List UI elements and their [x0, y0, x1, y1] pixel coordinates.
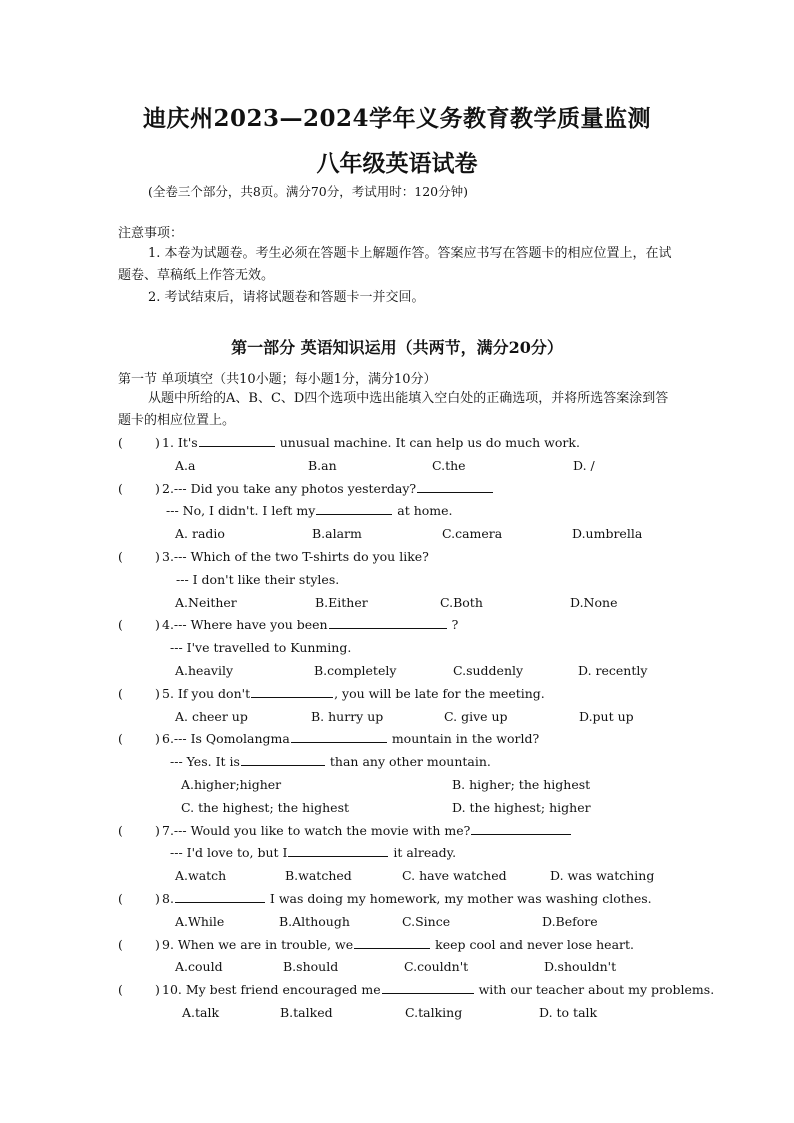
- option-b[interactable]: B.Either: [315, 594, 368, 610]
- answer-blank: [316, 501, 392, 515]
- answer-blank: [251, 684, 333, 698]
- answer-blank: [382, 980, 474, 994]
- option-row: [118, 956, 698, 979]
- option-b[interactable]: B. hurry up: [311, 708, 384, 724]
- option-b[interactable]: B.talked: [280, 1004, 333, 1020]
- question-reply-row: [118, 637, 698, 660]
- question-text: 3.--- Which of the two T-shirts do you like?: [162, 548, 429, 564]
- option-a[interactable]: A.higher;higher: [181, 776, 282, 792]
- option-row: [118, 797, 698, 820]
- question-text: with our teacher about my problems.: [474, 982, 715, 998]
- option-c[interactable]: C. give up: [444, 708, 508, 724]
- option-b[interactable]: B.alarm: [312, 526, 362, 542]
- answer-paren-right: ): [155, 617, 160, 633]
- option-c[interactable]: C.camera: [442, 526, 503, 542]
- option-a[interactable]: A.could: [175, 959, 223, 975]
- question-reply-row: [118, 569, 698, 592]
- answer-blank: [175, 889, 265, 903]
- question-text: ?: [447, 617, 459, 633]
- question-text: 5. If you don't: [162, 685, 251, 701]
- answer-blank: [199, 433, 275, 447]
- option-c[interactable]: C. the highest; the highest: [181, 799, 350, 815]
- answer-paren-left: (: [118, 685, 123, 701]
- reply-text: --- I don't like their styles.: [176, 571, 340, 587]
- option-a[interactable]: A. cheer up: [175, 708, 248, 724]
- question-text: 1. It's: [162, 435, 198, 450]
- question-text: , you will be late for the meeting.: [334, 685, 545, 701]
- option-a[interactable]: A.a: [175, 457, 196, 473]
- question-text: 8.: [162, 890, 174, 906]
- question-reply: [170, 751, 491, 774]
- question-stem-row: [118, 432, 698, 455]
- notice-item-2: 2. 考试结束后，请将试题卷和答题卡一并交回。: [148, 290, 425, 305]
- option-c[interactable]: C.couldn't: [404, 959, 469, 975]
- question-reply-row: [118, 500, 698, 523]
- exam-subject-title: 八年级英语试卷: [316, 150, 478, 177]
- question-text: unusual machine. It can help us do much work.: [275, 435, 580, 450]
- question-text: 7.--- Would you like to watch the movie with me?: [162, 822, 471, 838]
- option-c[interactable]: C.talking: [405, 1004, 463, 1020]
- option-d[interactable]: D.shouldn't: [544, 959, 617, 975]
- question-stem: [162, 683, 545, 706]
- option-row: [118, 865, 698, 888]
- option-b[interactable]: B.Although: [279, 913, 350, 929]
- answer-blank: [288, 843, 388, 857]
- option-a[interactable]: A.While: [175, 913, 225, 929]
- option-a[interactable]: A.watch: [175, 868, 227, 884]
- answer-blank: [291, 729, 387, 743]
- option-row: [118, 523, 698, 546]
- answer-paren-right: ): [155, 548, 160, 564]
- answer-paren-right: ): [155, 936, 160, 952]
- section-title: 第一节 单项填空（共10小题；每小题1分，满分10分）: [118, 372, 437, 387]
- question-reply: [170, 637, 351, 660]
- question-stem: [162, 934, 634, 957]
- section-instruction: 从题中所给的A、B、C、D四个选项中选出能填入空白处的正确选项，并将所选答案涂到答题卡的相应位置上。: [118, 391, 669, 428]
- question-stem: [162, 888, 652, 911]
- reply-text: --- I've travelled to Kunming.: [170, 640, 352, 656]
- option-row: [118, 1002, 698, 1025]
- answer-paren-right: ): [155, 822, 160, 838]
- option-d[interactable]: D.put up: [579, 708, 634, 724]
- question-stem-row: [118, 888, 698, 911]
- reply-text: it already.: [389, 845, 457, 861]
- question-stem-row: [118, 728, 698, 751]
- notice-item-1: 1. 本卷为试题卷。考生必须在答题卡上解题作答。答案应书写在答题卡的相应位置上，在试题卷、草稿纸上作答无效。: [118, 246, 672, 283]
- answer-paren-left: (: [118, 982, 123, 998]
- option-c[interactable]: C.Since: [402, 913, 451, 929]
- option-a[interactable]: A.Neither: [175, 594, 237, 610]
- option-d[interactable]: D. /: [573, 457, 595, 473]
- answer-paren-left: (: [118, 435, 123, 450]
- option-d[interactable]: D.Before: [542, 913, 598, 929]
- question-stem: [162, 979, 714, 1002]
- answer-blank: [471, 821, 571, 835]
- answer-paren-left: (: [118, 548, 123, 564]
- question-stem-row: [118, 614, 698, 637]
- question-reply: [176, 569, 339, 592]
- question-text: 4.--- Where have you been: [162, 617, 328, 633]
- reply-text: --- I'd love to, but I: [170, 845, 288, 861]
- option-d[interactable]: D. recently: [578, 662, 648, 678]
- reply-text: --- Yes. It is: [170, 754, 240, 770]
- answer-paren-left: (: [118, 936, 123, 952]
- option-c[interactable]: C.suddenly: [453, 662, 524, 678]
- option-c[interactable]: C.the: [432, 457, 466, 473]
- option-row: [118, 455, 698, 478]
- option-c[interactable]: C. have watched: [402, 868, 507, 884]
- question-stem-row: [118, 820, 698, 843]
- option-c[interactable]: C.Both: [440, 594, 483, 610]
- option-row: [118, 706, 698, 729]
- option-a[interactable]: A.heavily: [175, 662, 234, 678]
- option-row: [118, 911, 698, 934]
- question-text: 9. When we are in trouble, we: [162, 936, 354, 952]
- option-row: [118, 660, 698, 683]
- option-b[interactable]: B.should: [283, 959, 339, 975]
- question-stem: [162, 820, 572, 843]
- answer-paren-right: ): [155, 982, 160, 998]
- answer-paren-left: (: [118, 822, 123, 838]
- answer-blank: [417, 479, 493, 493]
- answer-blank: [329, 615, 447, 629]
- question-text: 2.--- Did you take any photos yesterday?: [162, 480, 417, 496]
- reply-text: than any other mountain.: [325, 754, 491, 770]
- question-stem: [162, 728, 539, 751]
- option-row: [118, 592, 698, 615]
- answer-paren-left: (: [118, 480, 123, 496]
- answer-paren-right: ): [155, 685, 160, 701]
- question-stem-row: [118, 979, 715, 1002]
- answer-paren-right: ): [155, 435, 160, 450]
- question-list: [118, 432, 715, 1025]
- answer-paren-left: (: [118, 731, 123, 747]
- question-stem: [162, 614, 458, 637]
- option-d[interactable]: D.umbrella: [572, 526, 643, 542]
- option-d[interactable]: D. was watching: [550, 868, 655, 884]
- option-row: [118, 774, 698, 797]
- reply-text: --- No, I didn't. I left my: [166, 503, 316, 519]
- exam-info: (全卷三个部分，共8页。满分70分，考试用时：120分钟): [148, 184, 468, 199]
- answer-paren-left: (: [118, 890, 123, 906]
- question-stem-row: [118, 934, 698, 957]
- question-text: I was doing my homework, my mother was washing clothes.: [265, 890, 652, 906]
- question-stem: [162, 546, 429, 569]
- question-text: keep cool and never lose heart.: [431, 936, 634, 952]
- answer-paren-left: (: [118, 617, 123, 633]
- option-d[interactable]: D. to talk: [539, 1004, 598, 1020]
- question-reply-row: [118, 842, 698, 865]
- notice-heading: 注意事项：: [118, 226, 184, 241]
- question-reply: [166, 500, 453, 523]
- exam-title: 迪庆州2023—2024学年义务教育教学质量监测: [142, 105, 652, 132]
- question-stem: [162, 478, 494, 501]
- option-a[interactable]: A.talk: [182, 1004, 220, 1020]
- option-a[interactable]: A. radio: [175, 526, 225, 542]
- answer-paren-right: ): [155, 480, 160, 496]
- option-d[interactable]: D.None: [570, 594, 618, 610]
- option-b[interactable]: B.an: [308, 457, 337, 473]
- question-stem-row: [118, 546, 698, 569]
- question-text: 6.--- Is Qomolangma: [162, 731, 290, 747]
- question-text: mountain in the world?: [387, 731, 540, 747]
- option-d[interactable]: D. the highest; higher: [452, 799, 591, 815]
- reply-text: at home.: [393, 503, 453, 519]
- question-stem-row: [118, 683, 698, 706]
- answer-paren-right: ): [155, 731, 160, 747]
- answer-paren-right: ): [155, 890, 160, 906]
- part-title: 第一部分 英语知识运用（共两节，满分20分）: [231, 338, 563, 357]
- answer-blank: [354, 935, 430, 949]
- option-b[interactable]: B. higher; the highest: [452, 776, 591, 792]
- question-stem-row: [118, 478, 698, 501]
- option-b[interactable]: B.watched: [285, 868, 352, 884]
- question-text: 10. My best friend encouraged me: [162, 982, 381, 998]
- answer-blank: [241, 752, 325, 766]
- question-reply: [170, 842, 456, 865]
- question-stem: [162, 432, 580, 455]
- question-reply-row: [118, 751, 698, 774]
- option-b[interactable]: B.completely: [314, 662, 397, 678]
